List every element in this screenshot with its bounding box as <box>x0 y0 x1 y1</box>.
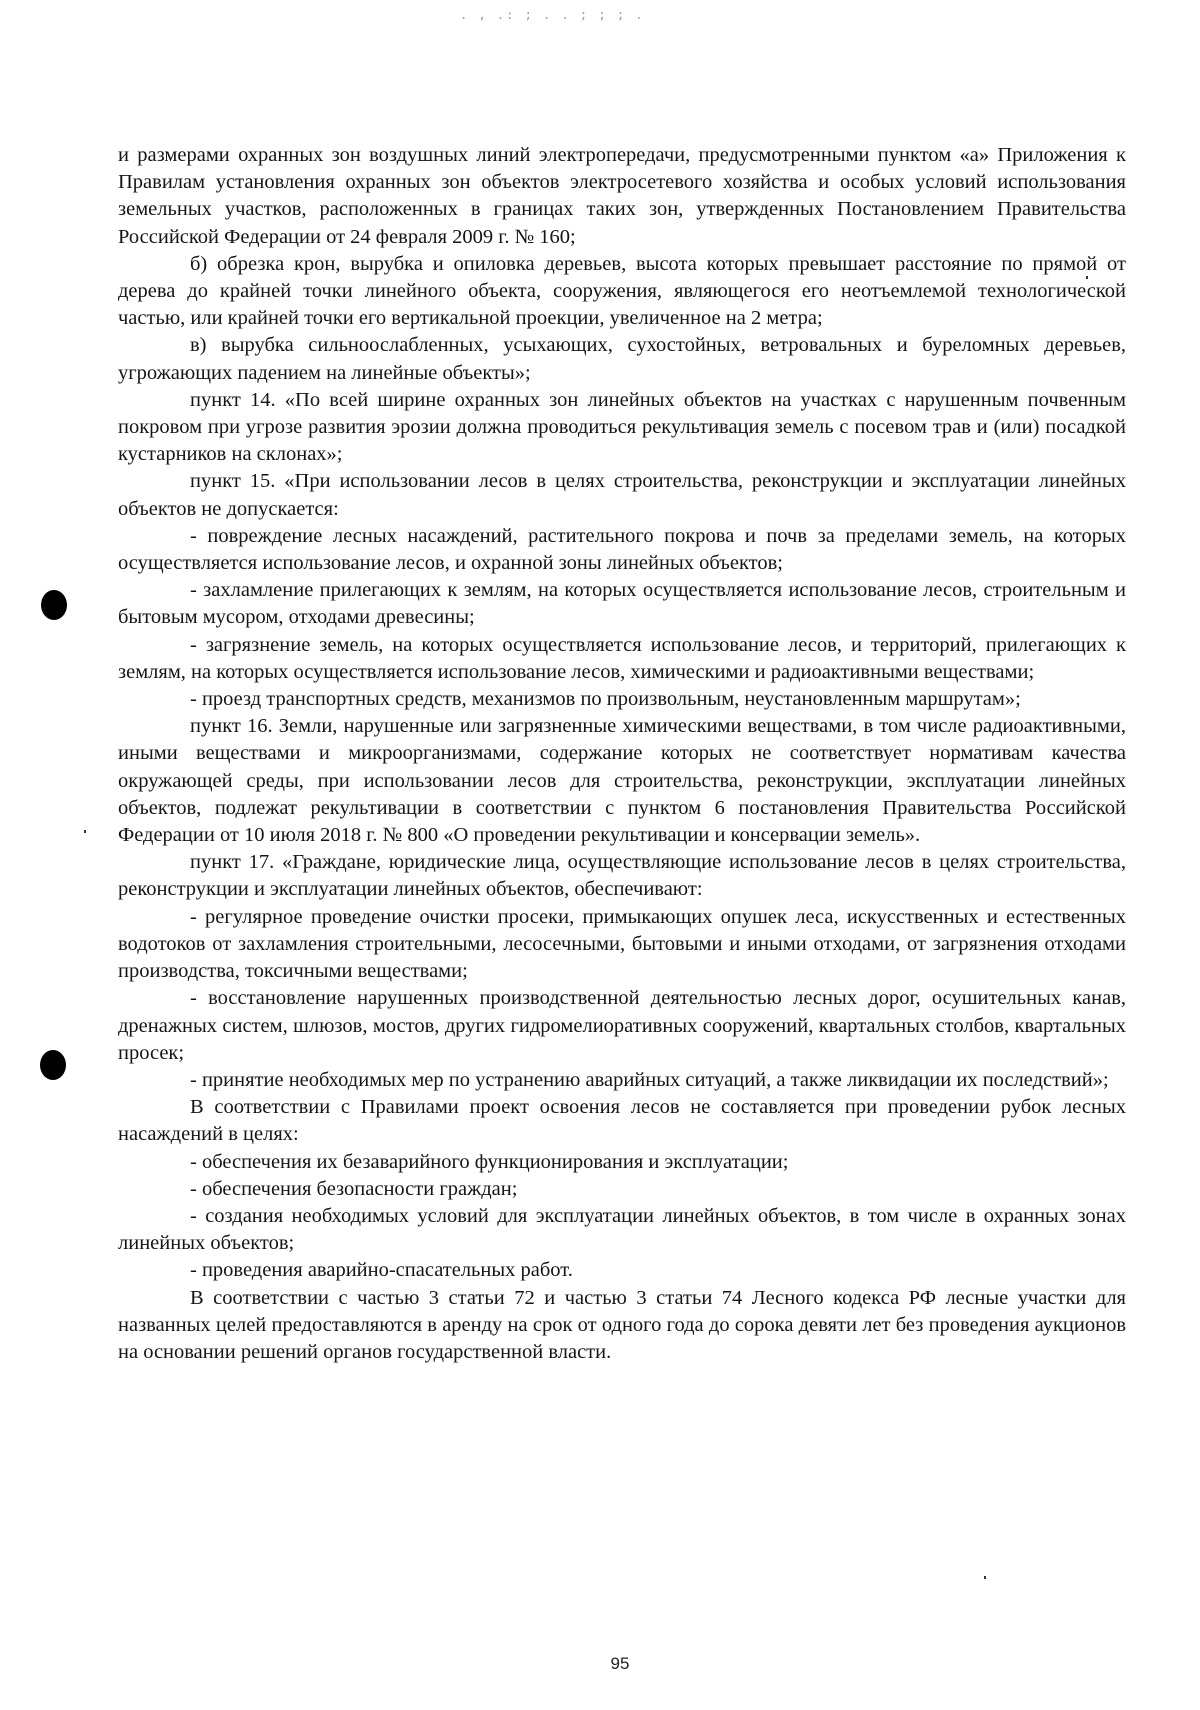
paragraph: - захламление прилегающих к землям, на которых осуществляется использование лесов, строительным и бытовым мусором, отходами древесины; <box>118 579 1126 629</box>
paragraph: б) обрезка крон, вырубка и опиловка деревьев, высота которых превышает расстояние по прямой от дерева до крайней точки линейного объекта, сооружения, являющегося его неотъемлемой технологической частью, или крайней точки его вертикальной проекции, увеличенное на 2 метра; <box>118 252 1126 330</box>
punch-hole-top <box>41 590 67 620</box>
scan-header-noise: . , .: ; . . ; ; ; . <box>460 8 645 22</box>
paragraph: пункт 16. Земли, нарушенные или загрязненные химическими веществами, в том числе радиоактивными, иными веществами и микроорганизмами, содержание которых не соответствует нормативам качества окружающей среды, при использовании лесов для строительства, реконструкции, эксплуатации линейных объектов, подлежат рекультивации в соответствии с пунктом 6 постановления Правительства Российской Федерации от 10 июля 2018 г. № 800 «О проведении рекультивации и консервации земель». <box>118 715 1126 847</box>
punch-hole-bottom <box>40 1050 66 1080</box>
paragraph: - загрязнение земель, на которых осуществляется использование лесов, и территорий, прилегающих к землям, на которых осуществляется использование лесов, химическими и радиоактивными веществами; <box>118 633 1126 683</box>
paragraph: и размерами охранных зон воздушных линий электропередачи, предусмотренными пунктом «а» Приложения к Правилам установления охранных зон объектов электросетевого хозяйства и особых условий использования земельных участков, расположенных в границах таких зон, утвержденных Постановлением Правительства Российской Федерации от 24 февраля 2009 г. № 160; <box>118 144 1126 248</box>
paragraph: - обеспечения безопасности граждан; <box>190 1177 518 1200</box>
paragraph: - принятие необходимых мер по устранению аварийных ситуаций, а также ликвидации их последствий»; <box>190 1068 1109 1091</box>
paragraph: в) вырубка сильноослабленных, усыхающих, сухостойных, ветровальных и буреломных деревьев, угрожающих падением на линейные объекты»; <box>118 334 1126 384</box>
paragraph: - повреждение лесных насаждений, растительного покрова и почв за пределами земель, на которых осуществляется использование лесов, и охранной зоны линейных объектов; <box>118 524 1126 575</box>
paragraph: В соответствии с частью 3 статьи 72 и частью 3 статьи 74 Лесного кодекса РФ лесные участки для названных целей предоставляются в аренду на срок от одного года до сорока девяти лет без проведения аукционов на основании решений органов государственной власти. <box>118 1286 1126 1363</box>
paragraph: В соответствии с Правилами проект освоения лесов не составляется при проведении рубок лесных насаждений в целях: <box>118 1096 1126 1146</box>
paragraph: - обеспечения их безаварийного функционирования и эксплуатации; <box>190 1150 789 1173</box>
paragraph: пункт 14. «По всей ширине охранных зон линейных объектов на участках с нарушенным почвенным покровом при угрозе развития эрозии должна проводиться рекультивация земель с посевом трав и (или) посадкой кустарников на склонах»; <box>118 388 1126 466</box>
paragraph: - создания необходимых условий для эксплуатации линейных объектов, в том числе в охранных зонах линейных объектов; <box>118 1204 1126 1255</box>
document-body-text <box>118 142 1126 1366</box>
paragraph: - проведения аварийно-спасательных работ. <box>190 1259 573 1282</box>
scan-speck <box>984 1576 986 1579</box>
page-number: 95 <box>610 1654 630 1673</box>
paragraph: пункт 17. «Граждане, юридические лица, осуществляющие использование лесов в целях строительства, реконструкции и эксплуатации линейных объектов, обеспечивают: <box>118 851 1126 901</box>
paragraph: - регулярное проведение очистки просеки, примыкающих опушек леса, искусственных и естественных водотоков от захламления строительными, лесосечными, бытовыми и иными отходами, от загрязнения отходами производства, токсичными веществами; <box>118 905 1126 983</box>
paragraph: пункт 15. «При использовании лесов в целях строительства, реконструкции и эксплуатации линейных объектов не допускается: <box>118 470 1126 520</box>
paragraph: - проезд транспортных средств, механизмов по произвольным, неустановленным маршрутам»; <box>190 688 1021 711</box>
scan-speck <box>84 830 86 833</box>
paragraph: - восстановление нарушенных производственной деятельностью лесных дорог, осушительных канав, дренажных систем, шлюзов, мостов, других гидромелиоративных сооружений, квартальных столбов, квартальных просек; <box>118 987 1126 1064</box>
